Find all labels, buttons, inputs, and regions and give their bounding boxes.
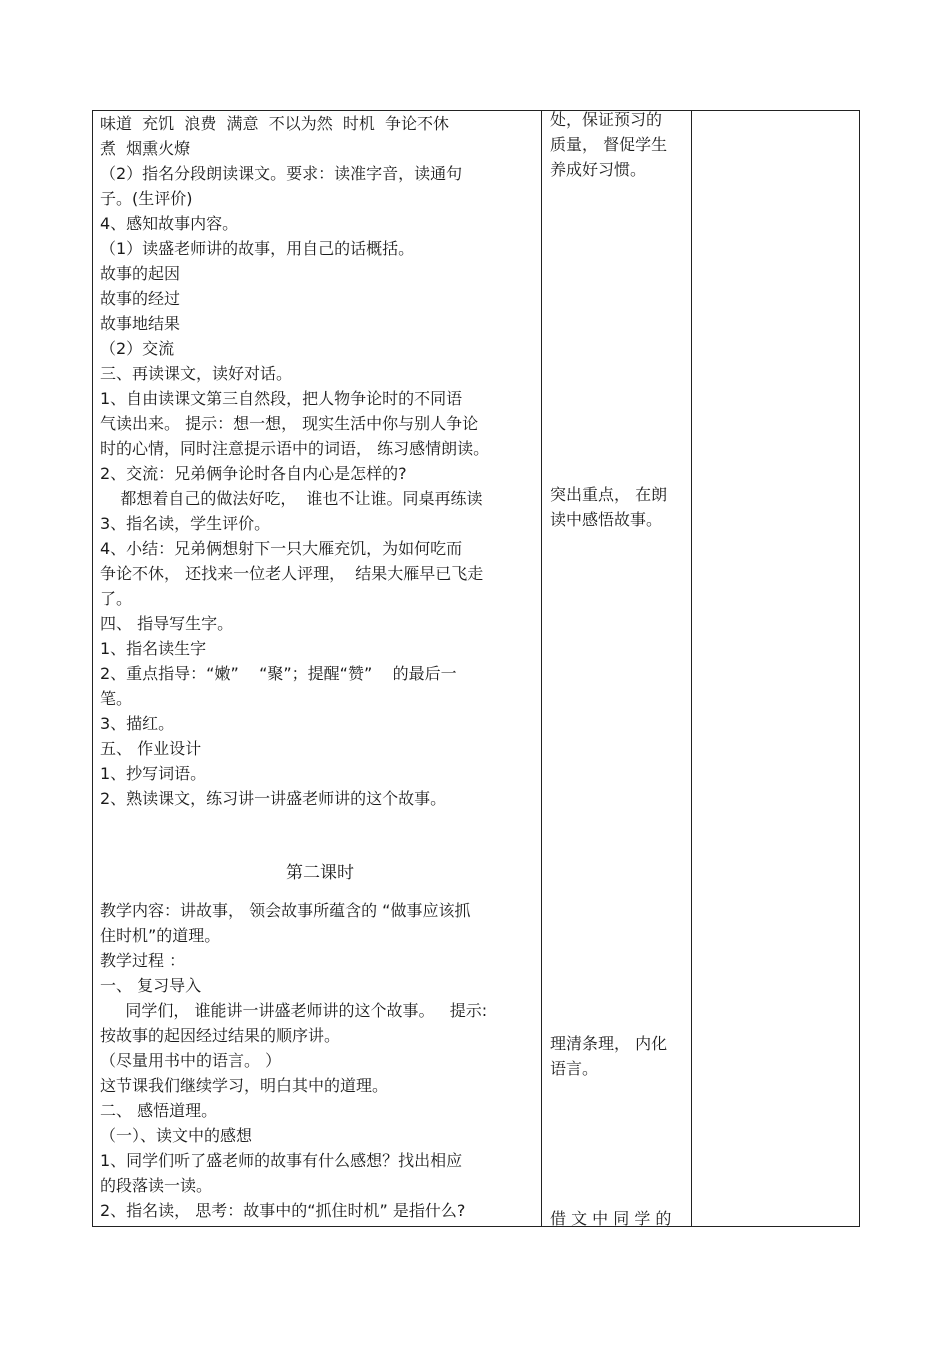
process-line: 一、 复习导入 <box>100 976 202 995</box>
process-line: 1、同学们听了盛老师的故事有什么感想？找出相应 <box>100 1151 463 1170</box>
note-line: 质量， 督促学生 <box>550 135 668 154</box>
process-line: 故事的经过 <box>100 289 181 308</box>
process-line: 了。 <box>100 589 133 608</box>
process-line: 四、 指导写生字。 <box>100 614 234 633</box>
process-line: 二、 感悟道理。 <box>100 1101 218 1120</box>
process-line: （2）交流 <box>100 339 175 358</box>
process-line: 2、指名读， 思考：故事中的“抓住时机” 是指什么? <box>100 1201 466 1220</box>
spacer <box>100 886 540 898</box>
note-line: 理清条理， 内化 <box>550 1034 668 1053</box>
process-line: 故事地结果 <box>100 314 181 333</box>
note-line: 语言。 <box>550 1059 599 1078</box>
column-divider-1 <box>541 111 542 1226</box>
process-line: 故事的起因 <box>100 264 181 283</box>
process-line: 3、指名读，学生评价。 <box>100 514 271 533</box>
design-note-structure <box>550 1031 688 1081</box>
note-line: 读中感悟故事。 <box>550 510 663 529</box>
process-line: 笔。 <box>100 689 133 708</box>
design-note-preview <box>550 107 688 182</box>
teaching-process-column <box>100 111 540 1223</box>
column-divider-2 <box>691 111 692 1226</box>
process-line: 1、自由读课文第三自然段，把人物争论时的不同语 <box>100 389 463 408</box>
process-line: 子。(生评价) <box>100 189 193 208</box>
process-line: 4、小结：兄弟俩想射下一只大雁充饥，为如何吃而 <box>100 539 463 558</box>
process-line: 同学们， 谁能讲一讲盛老师讲的这个故事。 提示: <box>100 1001 488 1020</box>
process-line: 争论不休， 还找来一位老人评理， 结果大雁早已飞走 <box>100 564 484 583</box>
process-line: 3、描红。 <box>100 714 175 733</box>
note-line: 借 文 中 同 学 的 <box>550 1209 672 1228</box>
process-line: 按故事的起因经过结果的顺序讲。 <box>100 1026 341 1045</box>
note-line: 突出重点， 在朗 <box>550 485 668 504</box>
note-line: 处，保证预习的 <box>550 110 663 129</box>
process-line: 1、指名读生字 <box>100 639 207 658</box>
process-line: 1、抄写词语。 <box>100 764 207 783</box>
process-line: 都想着自己的做法好吃， 谁也不让谁。同桌再练读 <box>100 489 483 508</box>
process-line: 煮 烟熏火燎 <box>100 139 191 158</box>
process-line: 教学内容：讲故事， 领会故事所蕴含的 “做事应该抓 <box>100 901 471 920</box>
process-line: 2、熟读课文，练习讲一讲盛老师讲的这个故事。 <box>100 789 447 808</box>
design-note-borrow <box>550 1206 688 1231</box>
process-line: 教学过程 ： <box>100 951 186 970</box>
process-line: 4、感知故事内容。 <box>100 214 239 233</box>
process-line: 这节课我们继续学习，明白其中的道理。 <box>100 1076 389 1095</box>
process-line: 2、重点指导：“嫩” “聚”；提醒“赞” 的最后一 <box>100 664 457 683</box>
process-line: 的段落读一读。 <box>100 1176 213 1195</box>
process-lines-part2 <box>100 898 540 1223</box>
design-note-focus <box>550 482 688 532</box>
process-line: 时的心情，同时注意提示语中的词语， 练习感情朗读。 <box>100 439 490 458</box>
section-title: 第二课时 <box>286 863 354 883</box>
spacer <box>100 811 540 861</box>
process-line: （1）读盛老师讲的故事，用自己的话概括。 <box>100 239 415 258</box>
process-line: 住时机”的道理。 <box>100 926 221 945</box>
lesson-plan-table <box>92 110 860 1227</box>
process-line: 三、再读课文，读好对话。 <box>100 364 293 383</box>
note-line: 养成好习惯。 <box>550 160 647 179</box>
process-lines-part1 <box>100 111 540 811</box>
process-line: 味道 充饥 浪费 满意 不以为然 时机 争论不休 <box>100 114 450 133</box>
process-line: （一）、读文中的感想 <box>100 1126 253 1145</box>
process-line: （尽量用书中的语言。 ） <box>100 1051 282 1070</box>
process-line: 气读出来。 提示：想一想， 现实生活中你与别人争论 <box>100 414 479 433</box>
process-line: 2、交流：兄弟俩争论时各自内心是怎样的? <box>100 464 407 483</box>
process-line: 五、 作业设计 <box>100 739 202 758</box>
process-line: （2）指名分段朗读课文。要求：读准字音，读通句 <box>100 164 463 183</box>
